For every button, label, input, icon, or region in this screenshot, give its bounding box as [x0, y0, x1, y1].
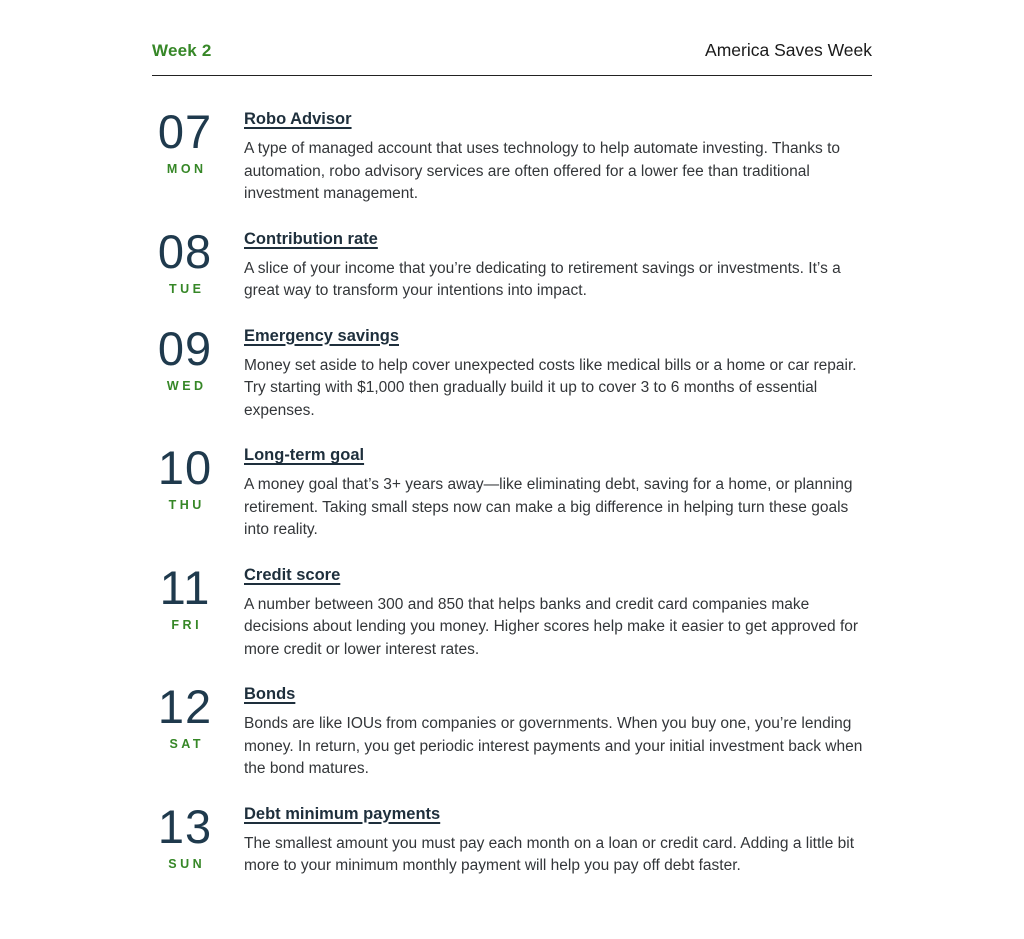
term-definition: A slice of your income that you’re dedicating to retirement savings or investments. It’s a great way to transform your intentions into impact. [244, 259, 841, 299]
day-column [152, 441, 244, 542]
day-number: 10 [157, 441, 213, 494]
day-content [244, 683, 872, 781]
term-definition: The smallest amount you must pay each month on a loan or credit card. Adding a little bit more to your minimum monthly payment will help you pay off debt faster. [244, 834, 854, 874]
header-divider [152, 75, 872, 76]
day-abbreviation: TUE [169, 281, 205, 296]
term-definition: A number between 300 and 850 that helps banks and credit card companies make decisions about lending you money. Higher scores help make it easier to get approved for more credit or lower interest rates. [244, 595, 859, 658]
day-column [152, 680, 244, 781]
day-content [244, 325, 872, 423]
term-title[interactable]: Bonds [244, 685, 296, 703]
day-column [152, 560, 244, 662]
day-column [152, 321, 244, 423]
day-entry-thu [152, 441, 872, 542]
day-content [244, 564, 872, 662]
page-title: America Saves Week [705, 40, 872, 60]
day-entry-tue [152, 224, 872, 303]
day-number: 09 [157, 321, 213, 375]
calendar-page [152, 0, 872, 930]
term-definition: Bonds are like IOUs from companies or governments. When you buy one, you’re lending money. In return, you get periodic interest payments and your initial investment back when the bond matures. [244, 715, 863, 777]
term-title[interactable]: Long-term goal [244, 446, 365, 464]
day-column [152, 105, 244, 206]
term-title[interactable]: Credit score [244, 565, 341, 584]
day-content [244, 228, 872, 303]
day-number: 07 [157, 105, 213, 158]
day-abbreviation: THU [168, 498, 205, 512]
page-header [152, 40, 872, 61]
day-entry-sat [152, 680, 872, 781]
day-entry-wed [152, 321, 872, 423]
day-entry-mon [152, 105, 872, 206]
day-number: 08 [157, 224, 213, 278]
day-content [244, 803, 872, 878]
day-abbreviation: WED [166, 378, 207, 393]
day-column [152, 224, 244, 303]
day-abbreviation: MON [166, 162, 207, 176]
term-definition: A type of managed account that uses technology to help automate investing. Thanks to automation, robo advisory services are often offered for a lower fee than traditional investment management. [244, 140, 840, 202]
term-definition: A money goal that’s 3+ years away—like eliminating debt, saving for a home, or planning retirement. Taking small steps now can make a big difference in helping turn these goals into reality. [244, 476, 853, 538]
day-number: 12 [157, 680, 213, 733]
term-title[interactable]: Contribution rate [244, 229, 378, 248]
day-number: 13 [157, 799, 213, 853]
day-content [244, 444, 872, 542]
day-number: 11 [159, 560, 211, 614]
day-abbreviation: SAT [169, 737, 205, 751]
day-column [152, 799, 244, 878]
week-label: Week 2 [152, 41, 212, 60]
term-title[interactable]: Robo Advisor [244, 110, 352, 128]
term-title[interactable]: Emergency savings [244, 326, 399, 345]
day-entry-fri [152, 560, 872, 662]
day-entry-sun [152, 799, 872, 878]
day-abbreviation: FRI [171, 617, 203, 632]
day-abbreviation: SUN [168, 856, 206, 871]
day-content [244, 108, 872, 206]
term-definition: Money set aside to help cover unexpected costs like medical bills or a home or car repair. Try starting with $1,000 then gradually build it up to cover 3 to 6 months of essential expenses. [244, 356, 857, 419]
term-title[interactable]: Debt minimum payments [244, 804, 441, 823]
